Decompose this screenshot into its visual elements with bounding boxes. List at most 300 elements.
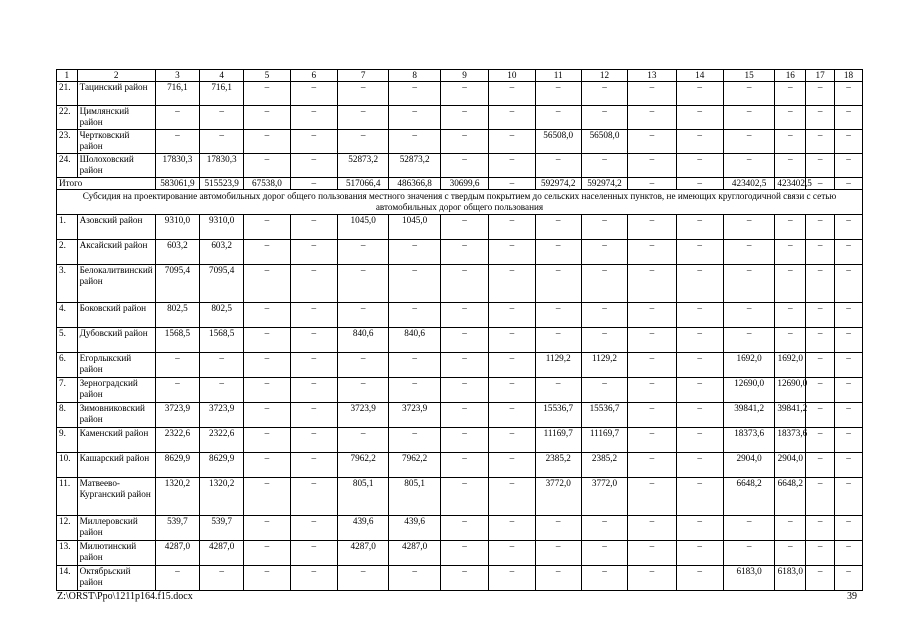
- value-cell: –: [200, 106, 244, 130]
- value-cell: 56508,0: [581, 130, 627, 154]
- value-cell: –: [806, 453, 835, 478]
- table-row: [57, 265, 863, 303]
- value-cell: –: [628, 303, 676, 328]
- value-cell: –: [155, 566, 199, 591]
- value-cell: 1692,0: [723, 353, 774, 378]
- value-cell: –: [489, 154, 535, 178]
- value-cell: 12690,0: [723, 378, 774, 403]
- value-cell: 439,6: [337, 516, 388, 541]
- value-cell: 18373,6: [723, 428, 774, 453]
- district-name-cell: Белокалитвинский район: [77, 265, 155, 303]
- value-cell: –: [775, 240, 806, 265]
- row-number-cell: 3.: [57, 265, 78, 303]
- value-cell: –: [489, 478, 535, 516]
- value-cell: 1568,5: [200, 328, 244, 353]
- row-number-cell: 5.: [57, 328, 78, 353]
- value-cell: 439,6: [389, 516, 440, 541]
- value-cell: –: [723, 265, 774, 303]
- value-cell: –: [581, 215, 627, 240]
- value-cell: –: [775, 303, 806, 328]
- value-cell: –: [337, 106, 388, 130]
- value-cell: –: [244, 154, 290, 178]
- value-cell: –: [676, 566, 723, 591]
- footer-file-path: Z:\ORST\Ppo\1211p164.f15.docx: [57, 591, 193, 602]
- value-cell: 840,6: [337, 328, 388, 353]
- value-cell: 6648,2: [775, 478, 806, 516]
- table-row: [57, 541, 863, 566]
- value-cell: 716,1: [200, 82, 244, 106]
- value-cell: –: [337, 303, 388, 328]
- value-cell: 18373,6: [775, 428, 806, 453]
- value-cell: –: [628, 541, 676, 566]
- total-value-cell: –: [290, 178, 337, 190]
- value-cell: 3723,9: [389, 403, 440, 428]
- value-cell: –: [440, 428, 488, 453]
- value-cell: 805,1: [337, 478, 388, 516]
- table-row: [57, 215, 863, 240]
- value-cell: –: [581, 541, 627, 566]
- value-cell: –: [835, 516, 863, 541]
- value-cell: –: [337, 353, 388, 378]
- value-cell: 1129,2: [581, 353, 627, 378]
- value-cell: 1045,0: [337, 215, 388, 240]
- value-cell: –: [676, 478, 723, 516]
- column-number-cell: 11: [535, 70, 581, 82]
- value-cell: –: [775, 82, 806, 106]
- value-cell: –: [835, 265, 863, 303]
- value-cell: 3723,9: [200, 403, 244, 428]
- value-cell: 2904,0: [723, 453, 774, 478]
- column-number-cell: 16: [775, 70, 806, 82]
- value-cell: –: [723, 541, 774, 566]
- value-cell: –: [290, 265, 337, 303]
- district-name-cell: Аксайский район: [77, 240, 155, 265]
- total-value-cell: 517066,4: [337, 178, 388, 190]
- value-cell: –: [244, 403, 290, 428]
- total-value-cell: 423402,5: [723, 178, 774, 190]
- value-cell: –: [535, 106, 581, 130]
- value-cell: –: [628, 516, 676, 541]
- value-cell: 3772,0: [535, 478, 581, 516]
- value-cell: –: [440, 541, 488, 566]
- value-cell: –: [806, 154, 835, 178]
- value-cell: 3772,0: [581, 478, 627, 516]
- row-number-cell: 9.: [57, 428, 78, 453]
- column-number-cell: 2: [77, 70, 155, 82]
- column-number-cell: 17: [806, 70, 835, 82]
- value-cell: –: [244, 240, 290, 265]
- value-cell: –: [628, 154, 676, 178]
- table-row: [57, 453, 863, 478]
- value-cell: –: [581, 328, 627, 353]
- value-cell: –: [806, 130, 835, 154]
- value-cell: –: [723, 328, 774, 353]
- value-cell: –: [290, 541, 337, 566]
- value-cell: –: [676, 353, 723, 378]
- value-cell: –: [806, 303, 835, 328]
- column-number-cell: 15: [723, 70, 774, 82]
- value-cell: –: [676, 265, 723, 303]
- district-name-cell: Каменский район: [77, 428, 155, 453]
- value-cell: –: [628, 240, 676, 265]
- value-cell: –: [440, 328, 488, 353]
- row-number-cell: 7.: [57, 378, 78, 403]
- value-cell: 716,1: [155, 82, 199, 106]
- value-cell: –: [535, 154, 581, 178]
- value-cell: –: [628, 428, 676, 453]
- value-cell: –: [628, 478, 676, 516]
- value-cell: –: [244, 82, 290, 106]
- data-table: [56, 69, 863, 591]
- district-name-cell: Зерноградский район: [77, 378, 155, 403]
- value-cell: –: [628, 378, 676, 403]
- district-name-cell: Матвеево-Курганский район: [77, 478, 155, 516]
- value-cell: –: [676, 328, 723, 353]
- value-cell: –: [440, 403, 488, 428]
- value-cell: –: [581, 303, 627, 328]
- value-cell: 6183,0: [723, 566, 774, 591]
- value-cell: –: [290, 378, 337, 403]
- total-row: [57, 178, 863, 190]
- value-cell: –: [535, 378, 581, 403]
- value-cell: 805,1: [389, 478, 440, 516]
- value-cell: –: [628, 130, 676, 154]
- value-cell: –: [628, 106, 676, 130]
- value-cell: –: [835, 303, 863, 328]
- total-value-cell: –: [676, 178, 723, 190]
- value-cell: –: [290, 328, 337, 353]
- value-cell: –: [806, 478, 835, 516]
- value-cell: –: [581, 566, 627, 591]
- value-cell: –: [676, 378, 723, 403]
- value-cell: 7095,4: [155, 265, 199, 303]
- total-value-cell: –: [835, 178, 863, 190]
- value-cell: –: [806, 378, 835, 403]
- value-cell: –: [244, 215, 290, 240]
- value-cell: 11169,7: [581, 428, 627, 453]
- district-name-cell: Кашарский район: [77, 453, 155, 478]
- value-cell: –: [489, 566, 535, 591]
- value-cell: 8629,9: [155, 453, 199, 478]
- value-cell: –: [290, 303, 337, 328]
- value-cell: 8629,9: [200, 453, 244, 478]
- column-number-cell: 8: [389, 70, 440, 82]
- value-cell: –: [806, 215, 835, 240]
- value-cell: –: [806, 566, 835, 591]
- value-cell: –: [290, 215, 337, 240]
- value-cell: 39841,2: [723, 403, 774, 428]
- value-cell: 539,7: [200, 516, 244, 541]
- value-cell: –: [806, 516, 835, 541]
- value-cell: –: [581, 82, 627, 106]
- value-cell: –: [337, 240, 388, 265]
- value-cell: –: [489, 240, 535, 265]
- value-cell: –: [290, 106, 337, 130]
- value-cell: 2385,2: [581, 453, 627, 478]
- value-cell: –: [628, 566, 676, 591]
- value-cell: –: [489, 541, 535, 566]
- value-cell: –: [676, 130, 723, 154]
- district-name-cell: Боковский район: [77, 303, 155, 328]
- value-cell: –: [835, 328, 863, 353]
- value-cell: –: [581, 516, 627, 541]
- value-cell: –: [337, 378, 388, 403]
- table-row: [57, 130, 863, 154]
- value-cell: 56508,0: [535, 130, 581, 154]
- column-number-cell: 13: [628, 70, 676, 82]
- value-cell: –: [676, 303, 723, 328]
- value-cell: –: [440, 130, 488, 154]
- value-cell: 3723,9: [337, 403, 388, 428]
- value-cell: –: [337, 428, 388, 453]
- value-cell: –: [290, 453, 337, 478]
- value-cell: –: [581, 378, 627, 403]
- column-number-cell: 6: [290, 70, 337, 82]
- value-cell: –: [628, 215, 676, 240]
- value-cell: –: [723, 516, 774, 541]
- value-cell: –: [535, 516, 581, 541]
- value-cell: –: [723, 215, 774, 240]
- column-number-cell: 10: [489, 70, 535, 82]
- district-name-cell: Цимлянский район: [77, 106, 155, 130]
- total-value-cell: –: [806, 178, 835, 190]
- value-cell: –: [835, 378, 863, 403]
- table-row: [57, 106, 863, 130]
- value-cell: –: [581, 240, 627, 265]
- value-cell: –: [244, 428, 290, 453]
- value-cell: 7095,4: [200, 265, 244, 303]
- value-cell: –: [244, 378, 290, 403]
- value-cell: –: [200, 566, 244, 591]
- value-cell: –: [489, 428, 535, 453]
- value-cell: 802,5: [155, 303, 199, 328]
- value-cell: –: [489, 378, 535, 403]
- value-cell: –: [676, 428, 723, 453]
- value-cell: –: [835, 154, 863, 178]
- value-cell: –: [806, 328, 835, 353]
- value-cell: –: [806, 353, 835, 378]
- value-cell: –: [535, 303, 581, 328]
- value-cell: –: [676, 541, 723, 566]
- value-cell: –: [676, 403, 723, 428]
- value-cell: –: [806, 240, 835, 265]
- value-cell: 1320,2: [155, 478, 199, 516]
- value-cell: 52873,2: [337, 154, 388, 178]
- value-cell: –: [244, 516, 290, 541]
- table-row: [57, 303, 863, 328]
- value-cell: –: [835, 106, 863, 130]
- value-cell: 1692,0: [775, 353, 806, 378]
- value-cell: –: [489, 106, 535, 130]
- section-title-cell: Субсидия на проектирование автомобильных дорог общего пользования местного значения с твердым покрытием до сельских населенных пунктов, не имеющих круглогодичной связи с сетью автомобильных дорог общего пользования: [57, 190, 863, 215]
- value-cell: 2385,2: [535, 453, 581, 478]
- value-cell: –: [440, 478, 488, 516]
- value-cell: –: [440, 106, 488, 130]
- value-cell: –: [535, 541, 581, 566]
- value-cell: –: [389, 82, 440, 106]
- value-cell: –: [389, 303, 440, 328]
- value-cell: –: [628, 82, 676, 106]
- value-cell: –: [440, 303, 488, 328]
- value-cell: –: [290, 130, 337, 154]
- row-number-cell: 12.: [57, 516, 78, 541]
- value-cell: 4287,0: [337, 541, 388, 566]
- value-cell: 1045,0: [389, 215, 440, 240]
- value-cell: –: [723, 240, 774, 265]
- row-number-cell: 10.: [57, 453, 78, 478]
- value-cell: –: [723, 154, 774, 178]
- value-cell: 52873,2: [389, 154, 440, 178]
- value-cell: –: [775, 215, 806, 240]
- value-cell: –: [835, 130, 863, 154]
- value-cell: –: [775, 516, 806, 541]
- value-cell: –: [628, 403, 676, 428]
- value-cell: –: [835, 240, 863, 265]
- value-cell: –: [200, 353, 244, 378]
- value-cell: –: [535, 215, 581, 240]
- value-cell: 1568,5: [155, 328, 199, 353]
- value-cell: –: [676, 240, 723, 265]
- column-number-cell: 4: [200, 70, 244, 82]
- value-cell: –: [581, 106, 627, 130]
- value-cell: –: [676, 453, 723, 478]
- value-cell: –: [440, 453, 488, 478]
- district-name-cell: Октябрьский район: [77, 566, 155, 591]
- value-cell: –: [835, 478, 863, 516]
- table-row: [57, 240, 863, 265]
- value-cell: –: [244, 566, 290, 591]
- value-cell: 4287,0: [200, 541, 244, 566]
- value-cell: –: [244, 353, 290, 378]
- value-cell: –: [290, 403, 337, 428]
- value-cell: 39841,2: [775, 403, 806, 428]
- value-cell: 17830,3: [200, 154, 244, 178]
- value-cell: 12690,0: [775, 378, 806, 403]
- value-cell: –: [244, 478, 290, 516]
- value-cell: –: [835, 82, 863, 106]
- value-cell: –: [835, 403, 863, 428]
- value-cell: –: [489, 353, 535, 378]
- value-cell: 840,6: [389, 328, 440, 353]
- row-number-cell: 22.: [57, 106, 78, 130]
- value-cell: –: [155, 106, 199, 130]
- district-name-cell: Егорлыкский район: [77, 353, 155, 378]
- value-cell: 7962,2: [337, 453, 388, 478]
- district-name-cell: Тацинский район: [77, 82, 155, 106]
- value-cell: –: [535, 328, 581, 353]
- row-number-cell: 2.: [57, 240, 78, 265]
- table-row: [57, 478, 863, 516]
- value-cell: –: [806, 265, 835, 303]
- value-cell: –: [337, 566, 388, 591]
- value-cell: –: [489, 130, 535, 154]
- row-number-cell: 21.: [57, 82, 78, 106]
- value-cell: –: [200, 378, 244, 403]
- value-cell: –: [440, 240, 488, 265]
- value-cell: 4287,0: [155, 541, 199, 566]
- value-cell: –: [723, 130, 774, 154]
- value-cell: 9310,0: [200, 215, 244, 240]
- value-cell: –: [244, 328, 290, 353]
- value-cell: –: [723, 82, 774, 106]
- value-cell: –: [290, 428, 337, 453]
- value-cell: –: [775, 106, 806, 130]
- value-cell: –: [440, 378, 488, 403]
- total-value-cell: –: [628, 178, 676, 190]
- value-cell: –: [290, 154, 337, 178]
- value-cell: –: [290, 478, 337, 516]
- value-cell: –: [535, 265, 581, 303]
- value-cell: 17830,3: [155, 154, 199, 178]
- column-number-cell: 7: [337, 70, 388, 82]
- value-cell: –: [489, 303, 535, 328]
- column-number-cell: 1: [57, 70, 78, 82]
- table-row: [57, 403, 863, 428]
- value-cell: –: [676, 215, 723, 240]
- value-cell: 15536,7: [535, 403, 581, 428]
- value-cell: –: [290, 353, 337, 378]
- section-title-row: [57, 190, 863, 215]
- row-number-cell: 24.: [57, 154, 78, 178]
- column-number-row: [57, 70, 863, 82]
- value-cell: –: [389, 378, 440, 403]
- value-cell: –: [806, 82, 835, 106]
- value-cell: –: [723, 106, 774, 130]
- value-cell: –: [389, 265, 440, 303]
- value-cell: –: [775, 265, 806, 303]
- value-cell: –: [628, 353, 676, 378]
- value-cell: 603,2: [155, 240, 199, 265]
- value-cell: –: [389, 130, 440, 154]
- value-cell: –: [440, 265, 488, 303]
- value-cell: –: [489, 403, 535, 428]
- row-number-cell: 14.: [57, 566, 78, 591]
- value-cell: –: [440, 353, 488, 378]
- district-name-cell: Миллеровский район: [77, 516, 155, 541]
- table-row: [57, 328, 863, 353]
- value-cell: –: [244, 106, 290, 130]
- value-cell: –: [389, 106, 440, 130]
- column-number-cell: 18: [835, 70, 863, 82]
- value-cell: –: [389, 566, 440, 591]
- value-cell: –: [244, 453, 290, 478]
- value-cell: –: [835, 353, 863, 378]
- value-cell: –: [835, 215, 863, 240]
- column-number-cell: 14: [676, 70, 723, 82]
- value-cell: –: [489, 215, 535, 240]
- value-cell: –: [244, 541, 290, 566]
- value-cell: –: [676, 154, 723, 178]
- column-number-cell: 5: [244, 70, 290, 82]
- value-cell: –: [290, 240, 337, 265]
- table-row: [57, 516, 863, 541]
- value-cell: –: [835, 566, 863, 591]
- value-cell: –: [440, 516, 488, 541]
- value-cell: –: [628, 265, 676, 303]
- value-cell: –: [835, 428, 863, 453]
- table-row: [57, 82, 863, 106]
- value-cell: –: [290, 82, 337, 106]
- total-value-cell: 592974,2: [581, 178, 627, 190]
- value-cell: –: [440, 566, 488, 591]
- table-row: [57, 378, 863, 403]
- district-name-cell: Дубовский район: [77, 328, 155, 353]
- table-row: [57, 154, 863, 178]
- value-cell: 15536,7: [581, 403, 627, 428]
- value-cell: –: [290, 516, 337, 541]
- value-cell: –: [775, 328, 806, 353]
- value-cell: –: [806, 106, 835, 130]
